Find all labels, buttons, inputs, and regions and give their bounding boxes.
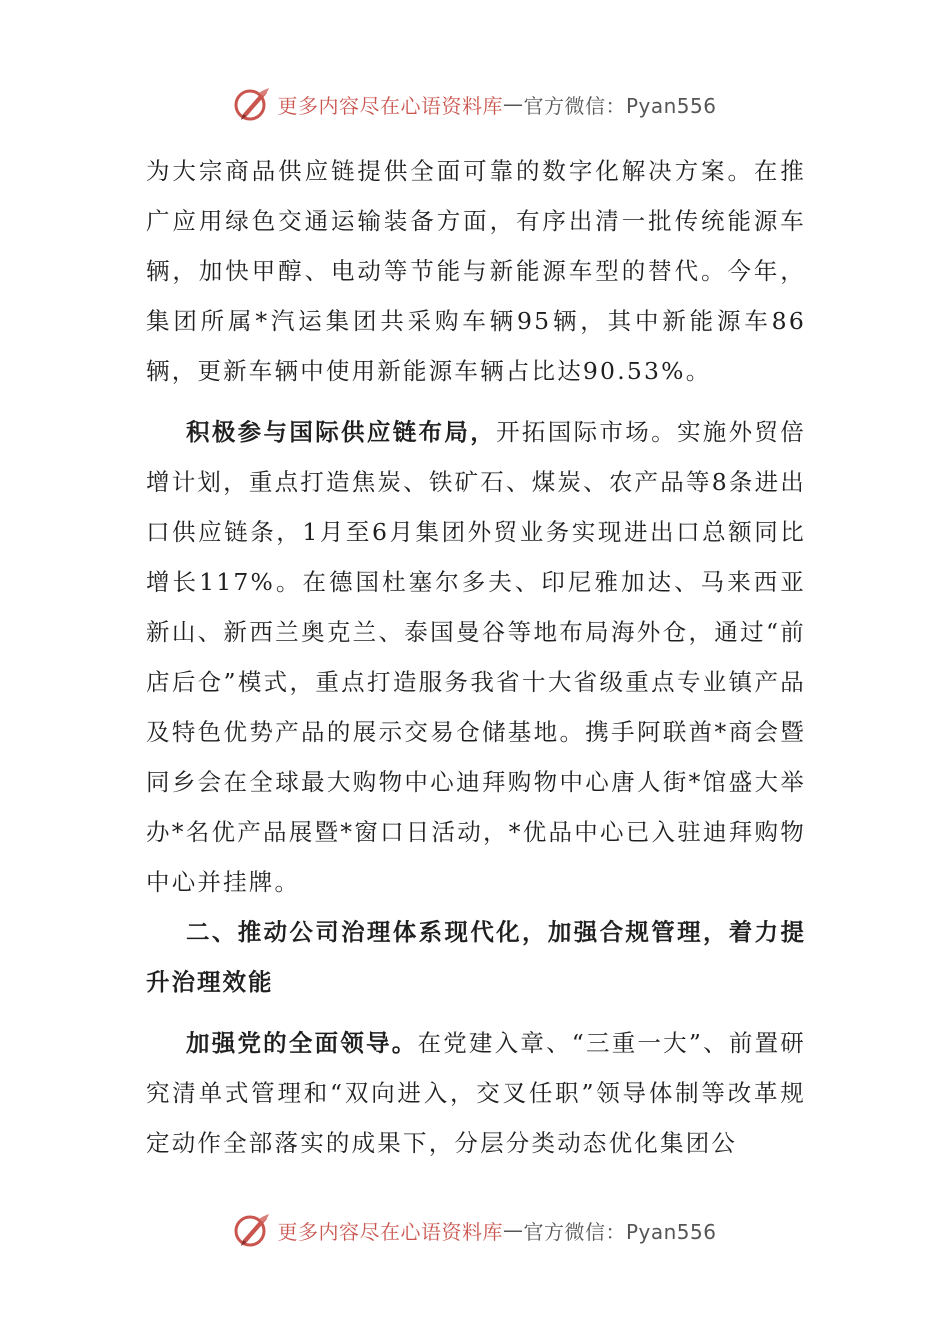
- watermark-brand-text: 更多内容尽在心语资料库: [277, 93, 503, 118]
- watermark-contact-text: 官方微信：Pyan556: [523, 1219, 717, 1244]
- watermark-contact-text: 官方微信：Pyan556: [523, 93, 717, 118]
- section-heading: 二、推动公司治理体系现代化，加强合规管理，着力提升治理效能: [146, 918, 806, 996]
- paragraph-international-supply-chain: [146, 407, 806, 907]
- paragraph-green-transport: 为大宗商品供应链提供全面可靠的数字化解决方案。在推广应用绿色交通运输装备方面，有序出清一批传统能源车辆，加快甲醇、电动等节能与新能源车型的替代。今年，集团所属*汽运集团共采购车辆95辆，其中新能源车86辆，更新车辆中使用新能源车辆占比达90.53%。: [146, 157, 806, 385]
- quill-logo-icon: [233, 1210, 273, 1250]
- paragraph-text: 开拓国际市场。实施外贸倍增计划，重点打造焦炭、铁矿石、煤炭、农产品等8条进出口供应链条，1月至6月集团外贸业务实现进出口总额同比增长117%。在德国杜塞尔多夫、印尼雅加达、马来西亚新山、新西兰奥克兰、泰国曼谷等地布局海外仓，通过“前店后仓”模式，重点打造服务我省十大省级重点专业镇产品及特色优势产品的展示交易仓储基地。携手阿联酋*商会暨同乡会在全球最大购物中心迪拜购物中心唐人街*馆盛大举办*名优产品展暨*窗口日活动，*优品中心已入驻迪拜购物中心并挂牌。: [146, 418, 807, 896]
- footer-watermark: [0, 1208, 950, 1252]
- watermark-brand-text: 更多内容尽在心语资料库: [277, 1219, 503, 1244]
- document-body: [146, 146, 806, 1168]
- paragraph-text: 在党建入章、“三重一大”、前置研究清单式管理和“双向进入，交叉任职”领导体制等改革规定动作全部落实的成果下，分层分类动态优化集团公: [146, 1029, 806, 1157]
- watermark-dash: —: [502, 92, 524, 116]
- paragraph-lead-bold: 加强党的全面领导。: [186, 1029, 418, 1057]
- paragraph-party-leadership: [146, 1018, 806, 1168]
- watermark-dash: —: [502, 1218, 524, 1242]
- header-watermark: [0, 82, 950, 126]
- paragraph-lead-bold: 积极参与国际供应链布局，: [186, 418, 497, 446]
- quill-logo-icon: [233, 84, 273, 124]
